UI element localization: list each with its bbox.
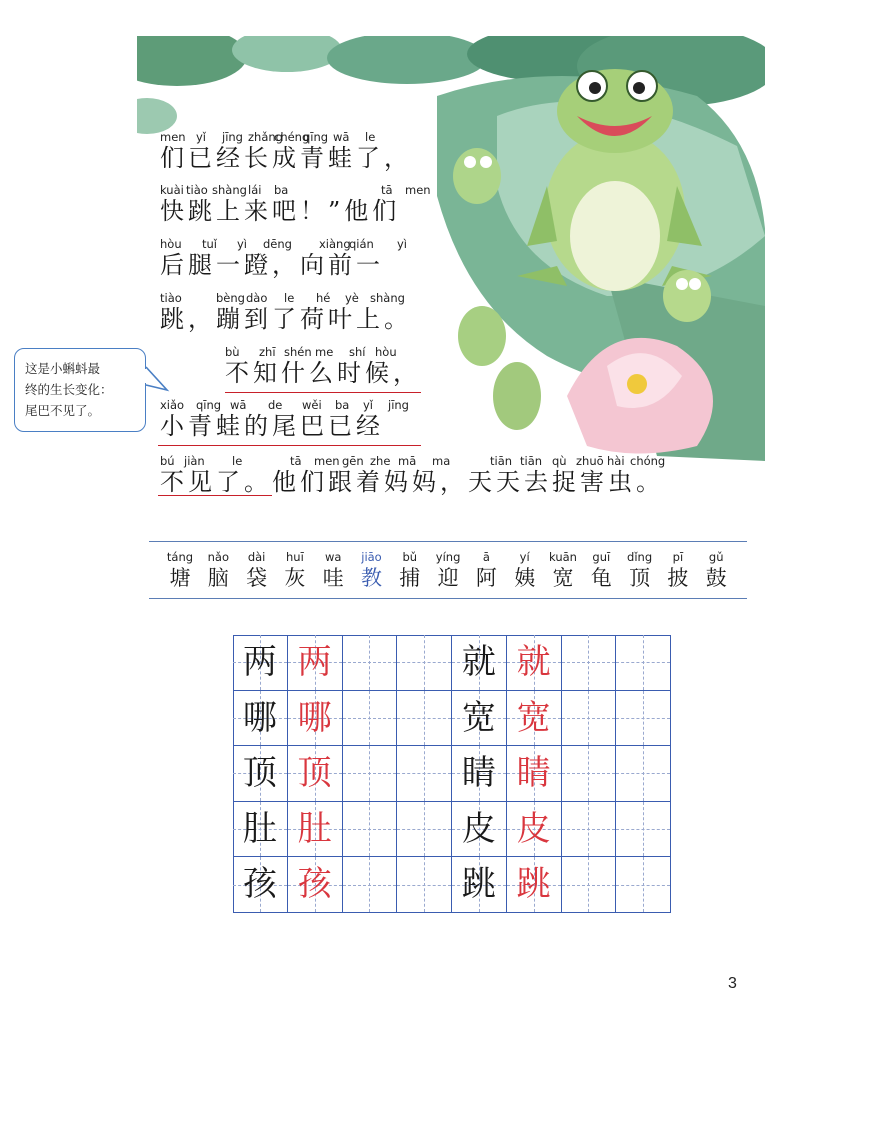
model-character: 肚	[242, 808, 277, 849]
grid-cell	[397, 746, 452, 802]
vocab-character: 灰	[284, 566, 306, 590]
vocab-item	[469, 550, 503, 591]
grid-cell	[507, 802, 562, 858]
trace-character: 孩	[297, 864, 332, 905]
pinyin-syllable: lái	[248, 183, 262, 197]
grid-cell	[397, 857, 452, 913]
pinyin-syllable: hòu	[375, 345, 397, 359]
grid-cell	[452, 802, 507, 858]
hanzi-row: 小青蛙的尾巴已经	[160, 412, 384, 440]
pinyin-row	[160, 454, 664, 468]
vocab-item	[699, 550, 733, 591]
grid-cell	[233, 746, 288, 802]
trace-character: 跳	[516, 864, 551, 905]
story-line	[160, 130, 412, 172]
pinyin-syllable: zhī	[259, 345, 276, 359]
pinyin-syllable: yè	[345, 291, 359, 305]
pinyin-syllable: men	[405, 183, 431, 197]
trace-character: 两	[297, 642, 332, 682]
trace-character: 睛	[516, 753, 551, 794]
pinyin-syllable: dào	[246, 291, 268, 305]
model-character: 皮	[461, 808, 496, 849]
model-character: 宽	[461, 697, 496, 738]
pinyin-syllable: wěi	[302, 398, 322, 412]
grid-cell	[616, 802, 671, 858]
trace-character: 皮	[516, 808, 551, 849]
model-character: 孩	[242, 864, 277, 905]
vocab-item	[584, 550, 618, 591]
vocab-pinyin: huī	[286, 550, 304, 564]
highlight-underline	[158, 445, 421, 446]
pinyin-syllable: qián	[349, 237, 374, 251]
story-line	[160, 291, 412, 333]
hanzi-row: 跳，蹦到了荷叶上。	[160, 305, 412, 333]
vocab-item	[623, 550, 657, 591]
pinyin-syllable: wā	[230, 398, 247, 412]
model-character: 两	[242, 642, 277, 682]
hanzi-row: 们已经长成青蛙了，	[160, 144, 412, 172]
pinyin-syllable: bù	[225, 345, 240, 359]
pinyin-syllable: mā	[398, 454, 417, 468]
vocab-pinyin: kuān	[549, 550, 577, 564]
vocab-bottom-rule	[149, 598, 747, 599]
pinyin-row	[160, 130, 412, 144]
grid-cell	[343, 857, 398, 913]
grid-cell	[397, 802, 452, 858]
pinyin-syllable: bú	[160, 454, 175, 468]
pinyin-syllable: tiān	[520, 454, 543, 468]
grid-cell	[343, 746, 398, 802]
vocab-character: 宽	[552, 566, 574, 590]
grid-cell	[288, 691, 343, 747]
story-line	[160, 237, 408, 279]
grid-cell	[507, 857, 562, 913]
hanzi-row: 快跳上来吧！”他们	[160, 197, 401, 225]
grid-cell	[288, 802, 343, 858]
pinyin-syllable: zhe	[370, 454, 391, 468]
vocab-pinyin: jiāo	[361, 550, 382, 564]
vocab-character: 袋	[246, 566, 268, 590]
vocab-item	[278, 550, 312, 591]
writing-practice-grid	[233, 635, 671, 913]
vocab-item	[393, 550, 427, 591]
story-line	[160, 454, 664, 496]
grid-cell	[616, 691, 671, 747]
pinyin-syllable: shén	[284, 345, 312, 359]
vocab-item	[661, 550, 695, 591]
highlight-underline	[225, 392, 421, 393]
vocab-top-rule	[149, 541, 747, 542]
pinyin-syllable: bèng	[216, 291, 245, 305]
vocab-pinyin: táng	[166, 550, 194, 564]
pinyin-syllable: dēng	[263, 237, 292, 251]
vocab-item	[201, 550, 235, 591]
pinyin-syllable: jīng	[222, 130, 243, 144]
vocab-pinyin: nǎo	[207, 550, 229, 564]
model-character: 哪	[242, 697, 277, 738]
pinyin-syllable: le	[365, 130, 376, 144]
pinyin-syllable: tiān	[490, 454, 513, 468]
story-line	[160, 183, 431, 225]
pinyin-syllable: yǐ	[363, 398, 374, 412]
grid-cell	[507, 635, 562, 691]
grid-cell	[233, 691, 288, 747]
vocab-character: 披	[667, 566, 689, 590]
page-number: 3	[728, 975, 737, 992]
pinyin-row	[160, 398, 409, 412]
vocab-item	[355, 550, 389, 591]
vocab-pinyin: yí	[519, 550, 530, 564]
pinyin-syllable: tā	[381, 183, 393, 197]
pinyin-syllable: tā	[290, 454, 302, 468]
vocab-pinyin: wa	[324, 550, 342, 564]
pinyin-syllable: xiǎo	[160, 398, 185, 412]
vocab-pinyin: guī	[592, 550, 611, 564]
grid-cell	[562, 635, 617, 691]
pinyin-syllable: le	[284, 291, 295, 305]
grid-cell	[507, 746, 562, 802]
grid-cell	[616, 746, 671, 802]
grid-cell	[562, 857, 617, 913]
grid-cell	[343, 635, 398, 691]
vocab-item	[316, 550, 350, 591]
grid-cell	[288, 635, 343, 691]
story-line	[225, 345, 421, 387]
highlight-underline	[158, 495, 272, 496]
story-line	[160, 398, 409, 440]
vocab-character: 捕	[399, 566, 421, 590]
model-character: 跳	[461, 864, 496, 905]
pinyin-syllable: ba	[274, 183, 289, 197]
trace-character: 肚	[297, 808, 332, 849]
vocab-pinyin: yíng	[435, 550, 461, 564]
vocab-character: 姨	[514, 566, 536, 590]
pinyin-syllable: kuài	[160, 183, 184, 197]
pinyin-row	[160, 183, 431, 197]
pinyin-syllable: wā	[333, 130, 350, 144]
trace-character: 顶	[297, 753, 332, 794]
pinyin-syllable: ba	[335, 398, 350, 412]
pinyin-syllable: le	[232, 454, 243, 468]
pinyin-syllable: yǐ	[196, 130, 207, 144]
trace-character: 宽	[516, 697, 551, 738]
annotation-callout	[14, 348, 146, 432]
vocab-character: 鼓	[705, 566, 727, 590]
vocab-item	[508, 550, 542, 591]
model-character: 就	[461, 642, 496, 682]
pinyin-syllable: qīng	[303, 130, 329, 144]
vocab-pinyin: pī	[672, 550, 684, 564]
vocab-pinyin: ā	[482, 550, 490, 564]
pinyin-syllable: xiàng	[319, 237, 351, 251]
vocab-character: 龟	[590, 566, 612, 590]
vocab-character: 顶	[629, 566, 651, 590]
pinyin-syllable: gēn	[342, 454, 364, 468]
vocab-character: 教	[361, 566, 382, 590]
pinyin-syllable: de	[268, 398, 283, 412]
model-character: 顶	[242, 753, 277, 794]
vocab-character: 哇	[322, 566, 344, 590]
callout-pointer	[141, 365, 171, 395]
pinyin-syllable: yì	[397, 237, 408, 251]
grid-cell	[397, 691, 452, 747]
pinyin-syllable: men	[160, 130, 186, 144]
pinyin-row	[225, 345, 421, 359]
callout-line: 终的生长变化：	[25, 382, 113, 397]
grid-cell	[616, 857, 671, 913]
pinyin-syllable: jīng	[388, 398, 409, 412]
grid-cell	[233, 635, 288, 691]
grid-cell	[288, 746, 343, 802]
vocab-character: 塘	[169, 566, 191, 590]
pinyin-syllable: shàng	[212, 183, 247, 197]
pinyin-syllable: me	[315, 345, 334, 359]
pinyin-syllable: men	[314, 454, 340, 468]
pinyin-syllable: shàng	[370, 291, 405, 305]
grid-cell	[452, 746, 507, 802]
vocab-character: 迎	[437, 566, 459, 590]
grid-cell	[452, 635, 507, 691]
pinyin-syllable: chéng	[274, 130, 310, 144]
vocab-pinyin: dài	[247, 550, 266, 564]
grid-cell	[397, 635, 452, 691]
hanzi-row: 后腿一蹬，向前一	[160, 251, 384, 279]
pinyin-syllable: zhuō	[576, 454, 604, 468]
pinyin-row	[160, 291, 412, 305]
grid-cell	[562, 802, 617, 858]
grid-cell	[288, 857, 343, 913]
hanzi-row: 不知什么时候，	[225, 359, 421, 387]
vocab-item	[163, 550, 197, 591]
pinyin-syllable: zhǎng	[248, 130, 283, 144]
pinyin-syllable: qù	[552, 454, 567, 468]
trace-character: 就	[516, 642, 551, 682]
callout-line: 尾巴不见了。	[25, 403, 101, 418]
grid-cell	[562, 691, 617, 747]
pinyin-syllable: jiàn	[184, 454, 205, 468]
pinyin-row	[160, 237, 408, 251]
vocab-pinyin: gǔ	[708, 550, 724, 564]
grid-cell	[233, 857, 288, 913]
pinyin-syllable: tiào	[160, 291, 182, 305]
pinyin-syllable: chóng	[630, 454, 666, 468]
callout-line: 这是小蝌蚪最	[25, 361, 101, 376]
vocab-character: 脑	[207, 566, 229, 590]
vocab-pinyin: bǔ	[402, 550, 418, 564]
pinyin-syllable: tiào	[186, 183, 208, 197]
vocab-item	[546, 550, 580, 591]
grid-cell	[616, 635, 671, 691]
trace-character: 哪	[297, 697, 332, 738]
grid-cell	[452, 691, 507, 747]
grid-cell	[507, 691, 562, 747]
model-character: 睛	[461, 753, 496, 794]
vocab-pinyin: dǐng	[627, 550, 653, 564]
pinyin-syllable: hé	[316, 291, 331, 305]
grid-cell	[562, 746, 617, 802]
vocab-character: 阿	[475, 566, 497, 590]
hanzi-row: 不见了。他们跟着妈妈，天天去捉害虫。	[160, 468, 664, 496]
grid-cell	[233, 802, 288, 858]
grid-cell	[343, 691, 398, 747]
pinyin-syllable: hài	[607, 454, 625, 468]
pinyin-syllable: tuǐ	[202, 237, 217, 251]
vocab-item	[240, 550, 274, 591]
pinyin-syllable: shí	[349, 345, 366, 359]
pinyin-syllable: yì	[237, 237, 248, 251]
pinyin-syllable: qīng	[196, 398, 222, 412]
pinyin-syllable: hòu	[160, 237, 182, 251]
pinyin-syllable: ma	[432, 454, 451, 468]
vocab-item	[431, 550, 465, 591]
grid-cell	[452, 857, 507, 913]
grid-cell	[343, 802, 398, 858]
